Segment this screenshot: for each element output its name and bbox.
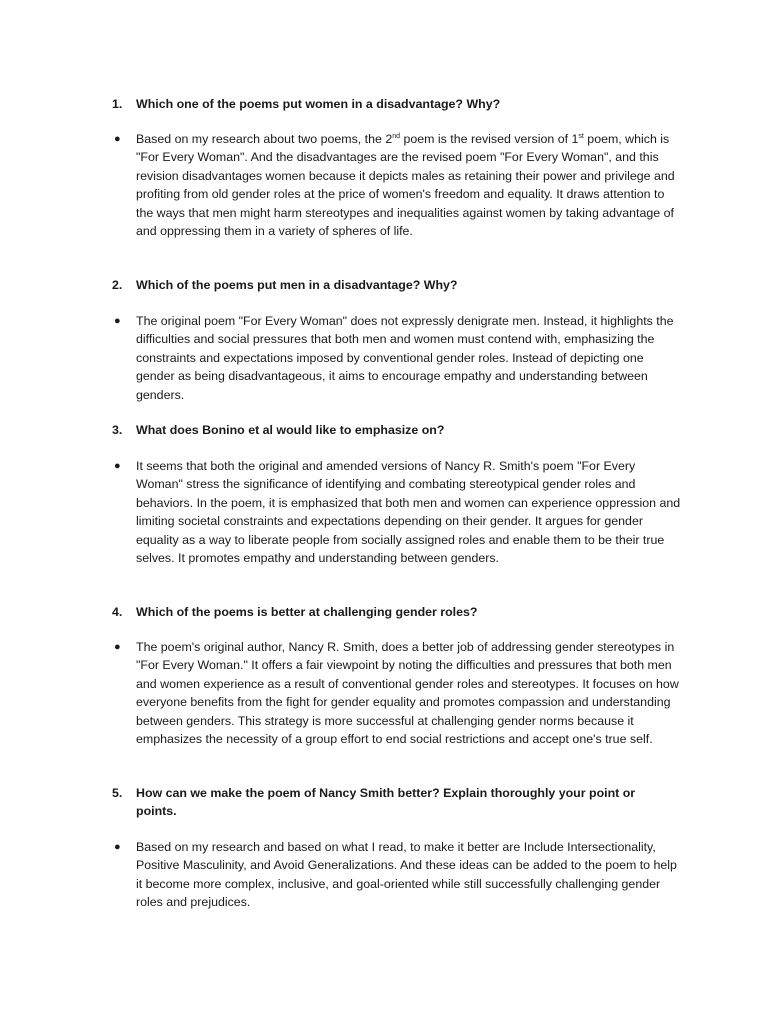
question-number: 1. [112, 97, 123, 111]
question-number: 2. [112, 278, 123, 292]
superscript: nd [392, 132, 401, 140]
question-3 [112, 421, 672, 439]
bullet-point: ● [114, 133, 121, 145]
answer-text: The original poem "For Every Woman" does not expressly denigrate men. Instead, it highlights the difficulties and social pressures that both men and women must contend with, emphasizing the constraints and expectations imposed by conventional gender roles. Instead of depicting one gender as being disadvantageous, it aims to encourage empathy and understanding between genders. [136, 314, 674, 402]
answer-text: It seems that both the original and amended versions of Nancy R. Smith's poem "For Every Woman" stress the significance of identifying and combating stereotypical gender roles and behaviors. In the poem, it is emphasized that both men and women can experience oppression and limiting societal constraints and expectations depending on their gender. It argues for gender equality as a way to liberate people from socially assigned roles and enable them to be their true selves. It promotes empathy and understanding between genders. [136, 459, 681, 566]
answer-3 [112, 457, 682, 567]
question-5 [112, 784, 672, 821]
question-2 [112, 276, 672, 294]
question-number: 5. [112, 786, 123, 800]
bullet-point: ● [114, 315, 121, 327]
answer-text-part: Based on my research about two poems, the 2 [136, 132, 393, 146]
answer-text: Based on my research and based on what I read, to make it better are Include Intersectionality, Positive Masculinity, and Avoid Generalizations. And these ideas can be added to the poem to help it become more complex, inclusive, and goal-oriented while still successfully challenging gender roles and prejudices. [136, 840, 677, 910]
answer-1 [112, 130, 682, 240]
bullet-point: ● [114, 841, 121, 853]
question-text: Which one of the poems put women in a disadvantage? Why? [136, 97, 501, 111]
answer-text: The poem's original author, Nancy R. Smith, does a better job of addressing gender stereotypes in "For Every Woman." It offers a fair viewpoint by noting the difficulties and pressures that both men and women experience as a result of conventional gender roles and stereotypes. It focuses on how everyone benefits from the fight for gender equality and promotes compassion and understanding between genders. This strategy is more successful at challenging gender norms because it emphasizes the necessity of a group effort to end social restrictions and accept one's true self. [136, 640, 679, 747]
question-text: How can we make the poem of Nancy Smith better? Explain thoroughly your point or points. [136, 786, 636, 819]
question-text: Which of the poems put men in a disadvantage? Why? [136, 278, 458, 292]
answer-text [136, 130, 682, 240]
bullet-point: ● [114, 460, 121, 472]
answer-2 [112, 312, 682, 404]
question-number: 4. [112, 605, 123, 619]
question-text: Which of the poems is better at challenging gender roles? [136, 605, 478, 619]
bullet-point: ● [114, 641, 121, 653]
question-1 [112, 95, 672, 113]
question-number: 3. [112, 423, 123, 437]
answer-5 [112, 838, 682, 912]
answer-text-part: poem, which is "For Every Woman". And the disadvantages are the revised poem "For Every Woman", and this revision disadvantages women because it depicts males as retaining their power and privilege and profiting from old gender roles at the price of women's freedom and equality. It draws attention to the ways that men might harm stereotypes and inequalities against women by taking advantage of and oppressing them in a variety of spheres of life. [136, 132, 675, 239]
answer-text-part: poem is the revised version of 1 [400, 132, 579, 146]
question-text: What does Bonino et al would like to emphasize on? [136, 423, 445, 437]
superscript: st [578, 132, 584, 140]
answer-4 [112, 638, 682, 748]
question-4 [112, 603, 672, 621]
